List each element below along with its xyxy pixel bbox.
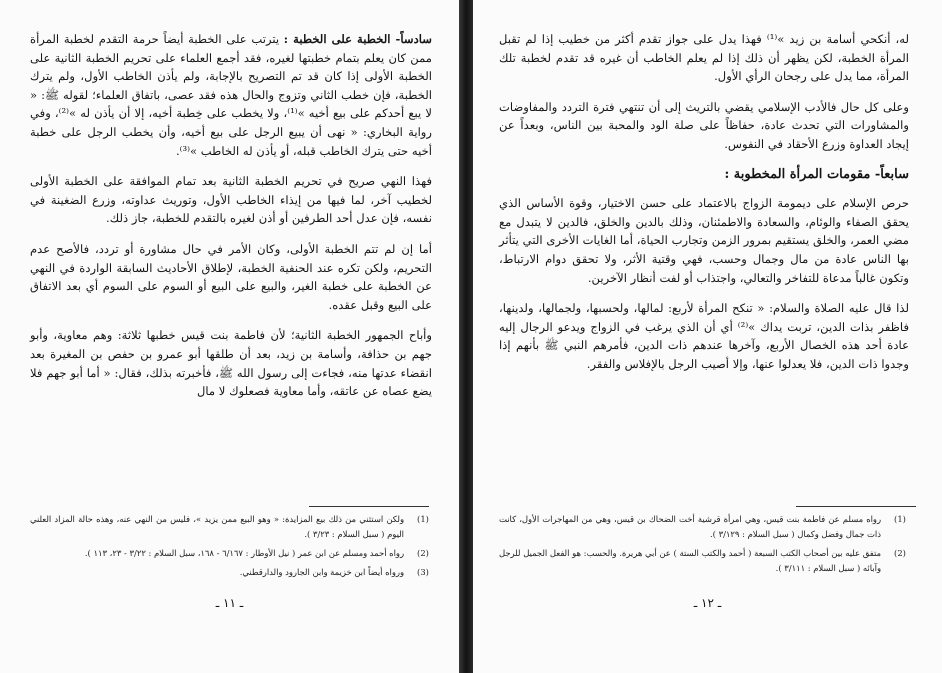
- left-page-body: [30, 30, 432, 413]
- section-heading-sixth: سادساً- الخطبة على الخطبة :: [283, 32, 432, 46]
- page-number-left: ـ ١١ ـ: [215, 596, 244, 610]
- right-paragraph-4: لذا قال عليه الصلاة والسلام: « تنكح المرأة لأربع: لمالها، ولحسبها، ولجمالها، ولدينها، فاظفر بذات الدين، تربت يداك »⁽²⁾ أي أن الذي يرغب في الزواج ويدعو الرجال إليه عادة أحد هذه الخصال الأربع، وآخرها عندهم ذات الدين، فأمرهم النبي ﷺ بأنهم إذا وجدوا ذات الدين، فلا يعدلوا عنها، وإلا أصيب الرجل بالإفلاس والفقر.: [499, 301, 909, 371]
- book-spine-gutter: [459, 0, 473, 673]
- left-paragraph-1: سادساً- الخطبة على الخطبة : يترتب على الخطبة أيضاً حرمة التقدم لخطبة المرأة ممن كان يعلم بتمام خطبتها لغيره، فقد أجمع العلماء على تحريم الخطبة الثانية على الخطبة الأولى إذا كان قد تم التصريح بالإجابة، ولم يأذن الخاطب الأول، ولم يترك الخطبة، فإن خطب الثاني وتزوج والحال هذه فقد عصى، باتفاق العلماء؛ لقوله ﷺ: « لا يبع أحدكم على بيع أخيه »⁽¹⁾، ولا يخطب على خِطبة أخيه، إلا أن يأذن له »⁽²⁾، وفي رواية البخاري: « نهى أن يبيع الرجل على بيع أخيه، وأن يخطب الرجل على خطبة أخيه حتى يترك الخاطب قبله، أو يأذن له الخاطب »⁽³⁾.: [30, 32, 432, 158]
- right-paragraph-3: حرص الإسلام على ديمومة الزواج بالاعتماد على حسن الاختيار، وقوة الأساس الذي يحقق الصفاء والوئام، والسعادة والاطمئنان، وذلك بالدين والخلق، فالدين لا يتبدل مع مضي العمر، والخلق يستقيم بمرور الزمن وتجارب الحياة، أما الغايات الأخرى التي يتأثر بها الناس عادة من مال وجمال وحسب، فهي وقتية الأثر، ولا تحقق دوام الارتباط، وتكون غالباً مدعاة للتفاخر والتعالي، واجتذاب أو لفت أنظار الآخرين.: [499, 196, 909, 285]
- footnote-divider: [309, 506, 429, 507]
- footnote: (2) رواه أحمد ومسلم عن ابن عمر ( نيل الأوطار : ٦/١٦٧ - ١٦٨، سبل السلام : ٣/٢٢ - ٢٣، ١١٣ ).: [84, 548, 429, 558]
- left-footnotes: [30, 512, 432, 584]
- right-footnotes: [499, 512, 909, 580]
- footnote-divider: [796, 506, 916, 507]
- right-paragraph-2: وعلى كل حال فالأدب الإسلامي يقضي بالتريث إلى أن تنتهي فترة التردد والمفاوضات والمشاورات التي تحدث عادة، حفاظاً على صلة الود والمحبة بين الناس، وبعداً عن إيجاد العداوة وزرع الأحقاد في النفوس.: [499, 99, 909, 151]
- right-page-body: [499, 30, 909, 386]
- section-heading-seventh: سابعاً- مقومات المرأة المخطوبة :: [724, 166, 909, 182]
- footnote: (3) ورواه أيضاً ابن خزيمة وابن الجارود والدارقطني.: [239, 567, 429, 577]
- right-page: [473, 0, 942, 673]
- right-paragraph-1: له، أنكحي أسامة بن زيد »⁽¹⁾ فهذا يدل على جواز تقدم أكثر من خطيب إذا لم تقبل المرأة الخطبة، لكن يظهر أن ذلك إذا لم يعلم الخاطب أن غيره قد تقدم لخطبة تلك المرأة، مما يدل على رجحان الرأي الأول.: [499, 32, 909, 84]
- footnote: (1) رواه مسلم عن فاطمة بنت قيس، وهي امرأة قرشية أخت الضحاك بن قيس، وهي من المهاجرات الأول، كانت ذات جمال وفضل وكمال ( سبل السلام : ٣/١٢٩ ).: [499, 514, 906, 539]
- footnote: (1) ولكن استثني من ذلك بيع المزايدة: « وهو البيع ممن يزيد »، فليس من النهي عنه، وهذه حالة المزاد العلني اليوم ( سبل السلام : ٣/٢٣ ).: [30, 514, 429, 539]
- left-paragraph-4: وأباح الجمهور الخطبة الثانية؛ لأن فاطمة بنت قيس خطبها ثلاثة: وهم معاوية، وأبو جهم بن حذافة، وأسامة بن زيد، بعد أن طلقها أبو عمرو بن حفص بن المغيرة بعد انقضاء عدتها منه، فجاءت إلى رسول الله ﷺ، فأخبرته بذلك، فقال: « أما أبو جهم فلا يضع عصاه عن عاتقه، وأما معاوية فصعلوك لا مال: [30, 328, 432, 399]
- page-number-right: ـ ١٢ ـ: [693, 596, 722, 610]
- left-paragraph-3: أما إن لم تتم الخطبة الأولى، وكان الأمر في حال مشاورة أو تردد، فالأصح عدم التحريم، ولكن تكره عند الحنفية الخطبة، لإطلاق الأحاديث السابقة الواردة في النهي عن الخطبة على خطبة الغير، والبيع على البيع أو السوم على السوم أي بعد الاتفاق على البيع وقبل عقده.: [30, 241, 432, 312]
- footnote: (2) متفق عليه بين أصحاب الكتب السبعة ( أحمد والكتب الستة ) عن أبي هريرة. والحسب: هو الفعل الجميل للرجل وآبائه ( سبل السلام : ٣/١١١ ).: [499, 548, 906, 573]
- left-page: [0, 0, 459, 673]
- left-paragraph-2: فهذا النهي صريح في تحريم الخطبة الثانية بعد تمام الموافقة على الخطبة الأولى لخطيب آخر، لما فيها من إيذاء الخاطب الأول، وتوريث عداوته، وزرع الضغينة في نفسه، فإن عدل أحد الطرفين أو أذن لغيره بالتقدم للخطبة، جاز ذلك.: [30, 174, 432, 226]
